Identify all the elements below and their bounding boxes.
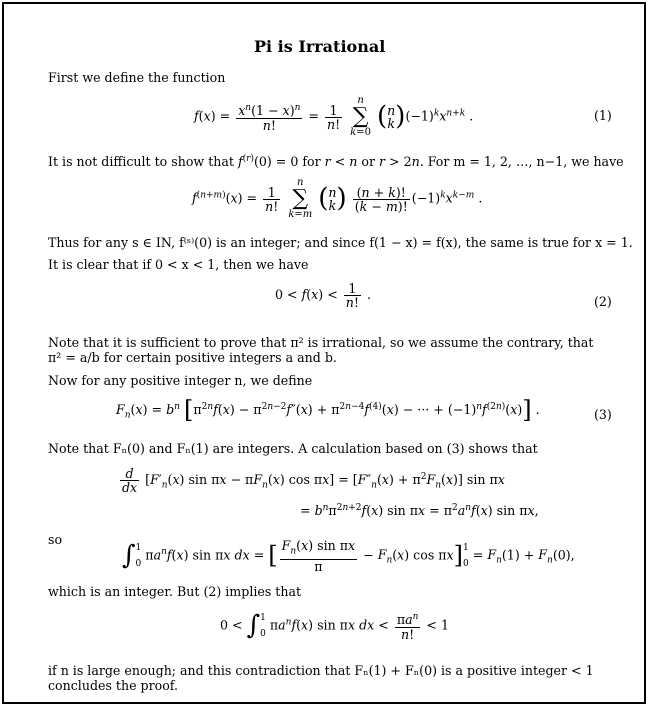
- equation-final: 0 < ∫1 0 $\pi a^nf(x)$ sin πx dx < $\frac{\pi a^n}{n!}$ < 1: [220, 610, 449, 642]
- paragraph-derivative: It is not difficult to show that $f^{(r)}(0) = 0$ for r < n or r > 2n. For m = 1, 2, …, n−1, we have: [48, 154, 624, 170]
- page-title: Pi is Irrational: [254, 37, 386, 56]
- paragraph-calculation: Note that Fₙ(0) and Fₙ(1) are integers. A calculation based on (3) shows that: [48, 441, 538, 456]
- paragraph-assume-a: Note that it is sufficient to prove that π² is irrational, so we assume the contrary, that: [48, 335, 594, 350]
- equation-number-3: (3): [594, 407, 612, 422]
- equation-1: f(x) = $\frac{x^n(1 - x)^n}{n!}$ = $\frac{1}{n!}$ n ∑ k=0 (n $k)(-1)^kx^{n+k}$ .: [194, 95, 474, 138]
- paragraph-conclusion-b: concludes the proof.: [48, 678, 179, 693]
- paragraph-bound: It is clear that if 0 < x < 1, then we have: [48, 257, 309, 272]
- paragraph-implies: which is an integer. But (2) implies that: [48, 584, 302, 599]
- paragraph-define: Now for any positive integer n, we define: [48, 373, 313, 388]
- paragraph-intro: First we define the function: [48, 70, 226, 85]
- equation-calc-line1: $\frac{d}{dx}$ [$F'_n(x)$ $\sin \pi x - \pi F_n(x)$ $\cos \pi x] = [F''_n(x) + \pi^2F_n(x)]$ sin πx: [122, 466, 505, 495]
- paragraph-derivative-tail: m = 1, 2, …, n−1, we have: [453, 154, 624, 170]
- paragraph-derivative-text: It is not difficult to show that: [48, 154, 234, 170]
- equation-calc-line2: = $b^n\pi^{2n+2}f(x)$ $\sin \pi x = \pi^2a^nf(x)$ sin πx,: [300, 503, 539, 519]
- document-page: [2, 2, 646, 704]
- paragraph-conclusion-a: if n is large enough; and this contradiction that Fₙ(1) + Fₙ(0) is a positive integer < 1: [48, 663, 594, 678]
- equation-number-1: (1): [594, 108, 612, 123]
- equation-number-2: (2): [594, 294, 612, 309]
- equation-derivative: $f^{(n+m)}(x)$ = $\frac{1}{n!}$ n ∑ k=m (n k) $\frac{(n + k)!}{(k - m)!}$ $(-1)^kx^{k-m}$ .: [192, 177, 483, 220]
- equation-3: $F_n(x) = b^n$ [$\pi^{2n}f(x) - \pi^{2n-2}f''(x) + \pi^{2n-4}f^{(4)}(x)$ − ··· + $(-1)^nf^{(2n)}(x)$] .: [116, 396, 540, 425]
- paragraph-assume-b: π² = a/b for certain positive integers a and b.: [48, 350, 337, 365]
- equation-integral: ∫1 0 $\pi a^nf(x)$ sin πx dx = [ $\frac{F_n(x) \sin \pi x}{\pi}$ − $F_n(x)$ cos πx]1 $0 = F_n(1) + F_n(0)$,: [122, 538, 575, 574]
- paragraph-integer: Thus for any s ∈ IN, f⁽ˢ⁾(0) is an integer; and since f(1 − x) = f(x), the same is true for x = 1.: [48, 235, 633, 250]
- word-so: so: [48, 532, 63, 547]
- equation-2: 0 < f(x) < $\frac{1}{n!}$ .: [275, 281, 371, 310]
